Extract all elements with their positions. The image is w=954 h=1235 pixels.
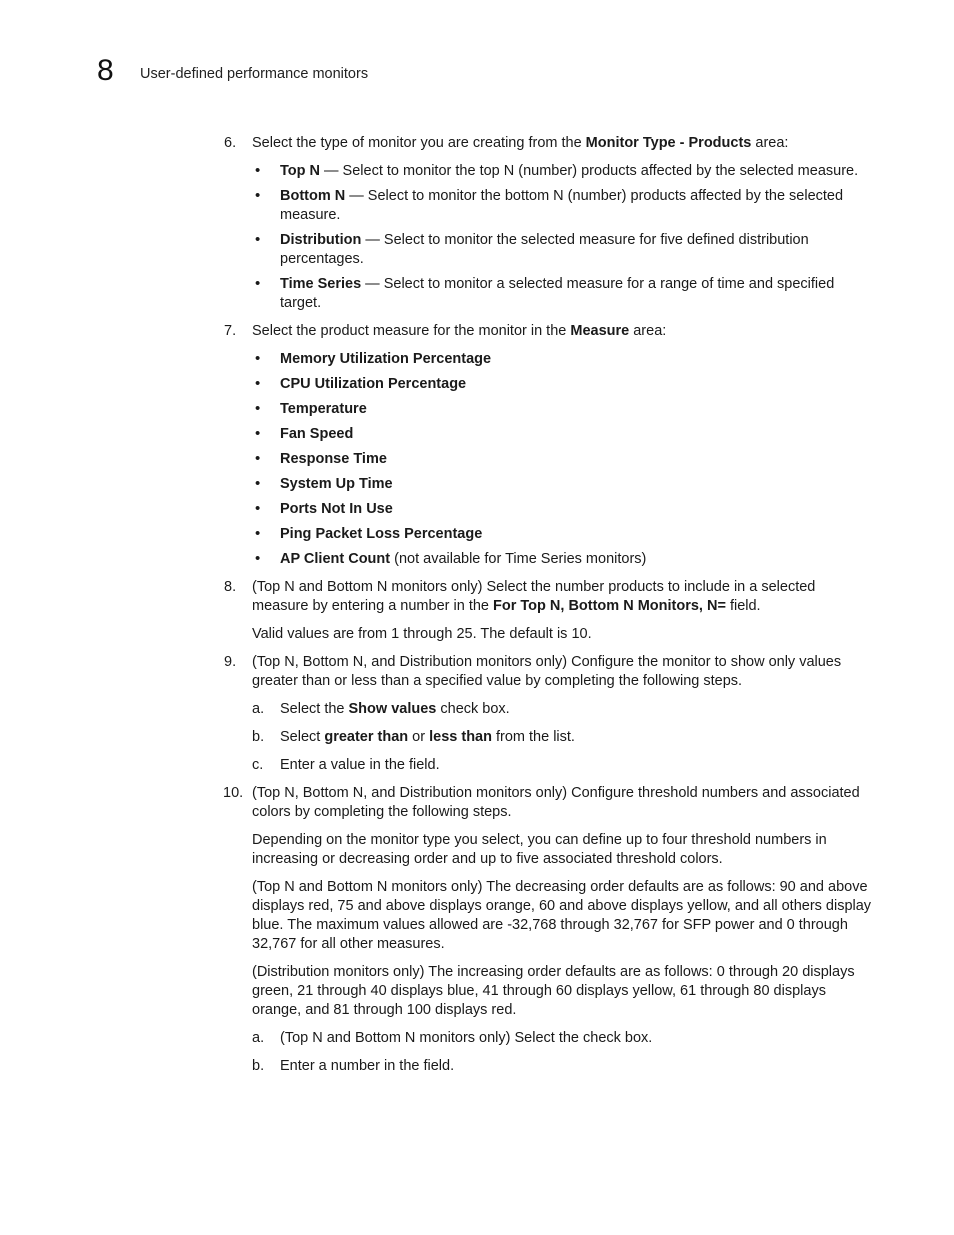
step-text: (Top N, Bottom N, and Distribution monitors only) Configure threshold numbers and associated colors by completing the following steps.	[252, 785, 860, 820]
list-item: • AP Client Count (not available for Time Series monitors)	[255, 550, 647, 567]
step-number: 8.	[224, 579, 237, 595]
substep-b: b. Enter a number in the field.	[252, 1058, 455, 1074]
bullet-icon: •	[255, 550, 261, 567]
list-item: • Memory Utilization Percentage	[255, 350, 492, 367]
ui-term: greater than	[324, 729, 409, 745]
substep-a: a. (Top N and Bottom N monitors only) Select the check box.	[252, 1030, 653, 1046]
paragraph: (Top N and Bottom N monitors only) The decreasing order defaults are as follows: 90 and above displays red, 75 and above displays orange, 60 and above displays yellow, and all others display blue. The maximum values allowed are -32,768 through 32,767 for SFP power and 0 through 32,767 for all other measures.	[252, 879, 872, 952]
bullet-icon: •	[255, 350, 261, 367]
bullet-icon: •	[255, 425, 261, 442]
list-item: • Fan Speed	[255, 425, 354, 442]
substep-a: a. Select the Show values check box.	[252, 701, 510, 717]
step-number: 6.	[224, 135, 237, 151]
bullet-icon: •	[255, 525, 261, 542]
substep-b: b. Select greater than or less than from the list.	[252, 729, 575, 745]
chapter-number: 8	[97, 54, 114, 87]
monitor-type-list	[252, 162, 874, 313]
bullet-icon: •	[255, 400, 261, 417]
list-item: • Bottom N — Select to monitor the bottom N (number) products affected by the selected measure.	[255, 187, 844, 223]
bullet-icon: •	[255, 475, 261, 492]
step-text: (Top N, Bottom N, and Distribution monitors only) Configure the monitor to show only values greater than or less than a specified value by completing the following steps.	[252, 654, 842, 689]
step-10	[224, 784, 874, 1076]
step-text: Select the product measure for the monitor in the Measure area:	[252, 323, 667, 339]
substep-c: c. Enter a value in the field.	[252, 757, 440, 773]
list-item: • Ping Packet Loss Percentage	[255, 525, 483, 542]
step-text: Select the type of monitor you are creating from the Monitor Type - Products area:	[252, 135, 789, 151]
step-8	[224, 578, 874, 644]
step-7	[224, 322, 874, 569]
bullet-icon: •	[255, 375, 261, 392]
ui-term: Monitor Type - Products	[585, 135, 752, 151]
chapter-title: User-defined performance monitors	[140, 66, 369, 82]
bullet-icon: •	[255, 500, 261, 517]
paragraph: Depending on the monitor type you select, you can define up to four threshold numbers in increasing or decreasing order and up to five associated threshold colors.	[252, 832, 827, 867]
ui-term: Show values	[348, 701, 437, 717]
list-item: • Response Time	[255, 450, 387, 467]
list-item: • Ports Not In Use	[255, 500, 393, 517]
step-note: Valid values are from 1 through 25. The default is 10.	[252, 626, 592, 642]
bullet-icon: •	[255, 187, 261, 204]
bullet-icon: •	[255, 275, 261, 292]
list-item: • Temperature	[255, 400, 367, 417]
list-item: • Distribution — Select to monitor the selected measure for five defined distribution percentages.	[255, 231, 809, 267]
step-9	[224, 653, 874, 775]
list-item: • CPU Utilization Percentage	[255, 375, 467, 392]
step-number: 9.	[224, 654, 237, 670]
list-item: • Time Series — Select to monitor a selected measure for a range of time and specified target.	[255, 275, 835, 311]
ui-term: For Top N, Bottom N Monitors, N=	[493, 598, 726, 614]
procedure-steps	[224, 134, 874, 1076]
ui-term: Measure	[570, 323, 630, 339]
bullet-icon: •	[255, 231, 261, 248]
step-number: 7.	[224, 323, 237, 339]
list-item: • Top N — Select to monitor the top N (number) products affected by the selected measure.	[255, 162, 859, 179]
step-number: 10.	[223, 785, 244, 801]
measure-list	[252, 350, 874, 569]
list-item: • System Up Time	[255, 475, 393, 492]
step-text: (Top N and Bottom N monitors only) Select the number products to include in a selected measure by entering a number in the For Top N, Bottom N Monitors, N= field.	[252, 579, 816, 614]
bullet-icon: •	[255, 450, 261, 467]
bullet-icon: •	[255, 162, 261, 179]
ui-term: less than	[429, 729, 492, 745]
paragraph: (Distribution monitors only) The increasing order defaults are as follows: 0 through 20 displays green, 21 through 40 displays blue, 41 through 60 displays yellow, 61 through 80 displays orange, and 81 through 100 displays red.	[252, 964, 855, 1018]
step-6	[224, 134, 874, 313]
